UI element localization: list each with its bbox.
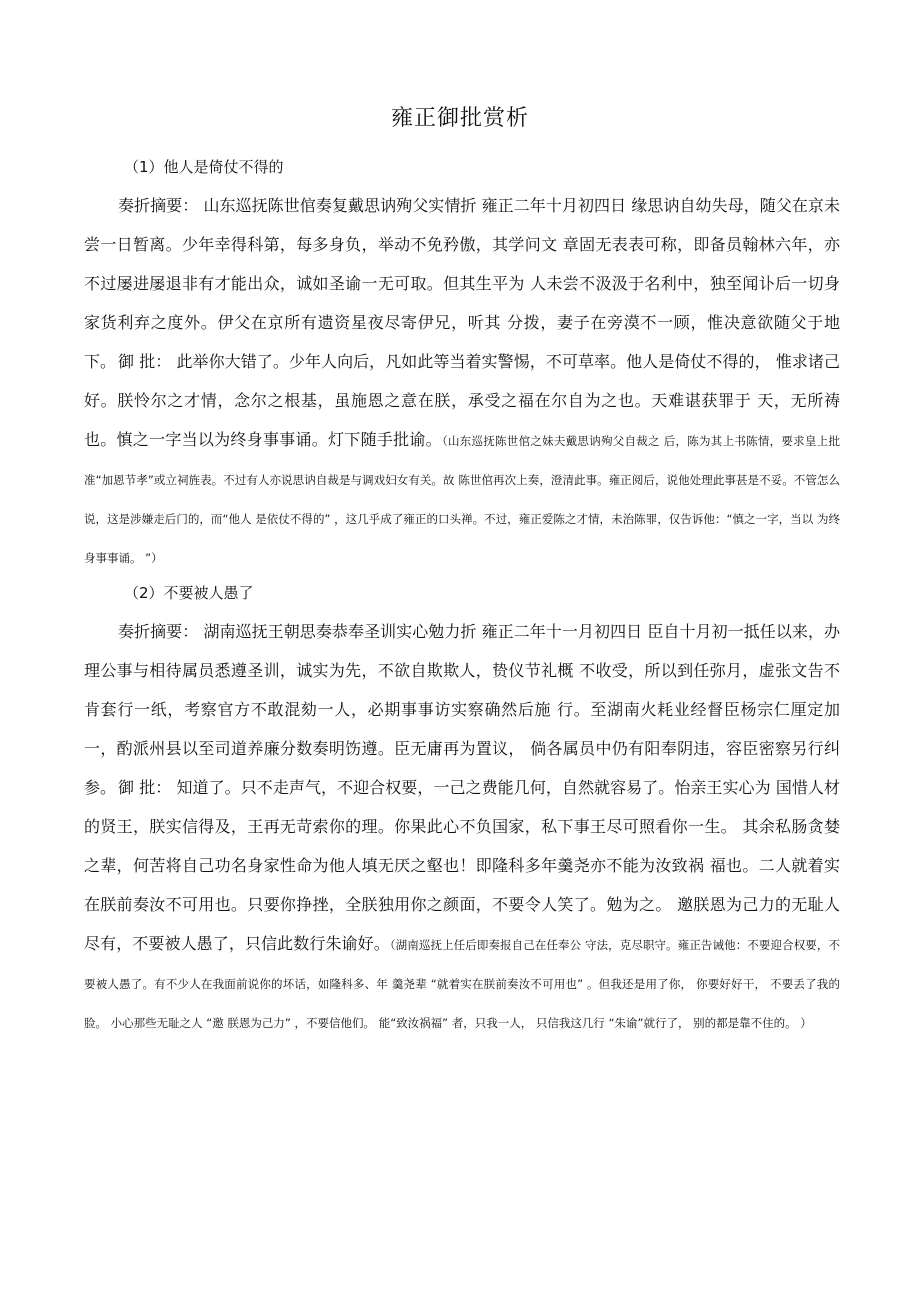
rescript-text-1: 御 批： 此举你大错了。少年人向后，凡如此等当着实警惕，不可草率。他人是倚仗不得的， 惟求诸己好。朕怜尔之才情，念尔之根基，虽施恩之意在朕，承受之福在尔自为之也。天难谌获罪于 天，无所祷也。慎之一字当以为终身事事诵。灯下随手批谕。	[84, 352, 840, 449]
memorial-paragraph-1: 奏折摘要： 山东巡抚陈世倌奏复戴思讷殉父实情折 雍正二年十月初四日 缘思讷自幼失母，随父在京未尝一日暂离。少年幸得科第，每多身负，举动不免矜傲，其学问文 章固无表表可称，即备员翰林六年，亦不过屡进屡退非有才能出众，诚如圣谕一无可取。但其生平为 人未尝不汲汲于名利中，独至闻讣后一切身家货利弃之度外。伊父在京所有遗资星夜尽寄伊兄，听其 分拨，妻子在旁漠不一顾，惟决意欲随父于地下。	[84, 196, 840, 371]
rescript-paragraph-1	[84, 342, 840, 576]
annotation-note-1: （山东巡抚陈世倌之妹夫戴思讷殉父自裁之 后，陈为其上书陈情，要求皇上批准“加恩节孝”或立祠旌表。不过有人亦说思讷自裁是与调戏妇女有关。故 陈世倌再次上奏，澄清此事。雍正阅后，说他处理此事甚是不妥。不管怎么说，这是涉嫌走后门的，而“他人 是依仗不得的” ，这几乎成了雍正的口头禅。不过，雍正爱陈之才情，未治陈罪，仅告诉他：“慎之一字，当以 为终身事事诵。 ”）	[84, 434, 840, 565]
rescript-paragraph-2	[84, 768, 840, 1041]
annotation-note-2: （湖南巡抚上任后即奏报自己在任奉公 守法，克尽职守。雍正告诫他：不要迎合权要，不要被人愚了。有不少人在我面前说你的坏话，如隆科多、年 羹尧辈 “就着实在朕前奏汝不可用也” 。但我还是用了你， 你要好好干， 不要丢了我的脸。 小心那些无耻之人 “邀 朕恩为己力” ，不要信他们。 能“致汝祸福” 者，只我一人， 只信我这几行 “朱谕”就行了， 别的都是靠不住的。 ）	[84, 938, 840, 1030]
page-title: 雍正御批赏析	[390, 106, 529, 131]
memorial-paragraph-2: 奏折摘要： 湖南巡抚王朝思奏恭奉圣训实心勉力折 雍正二年十一月初四日 臣自十月初一抵任以来，办理公事与相待属员悉遵圣训，诚实为先，不欲自欺欺人，贽仪节礼概 不收受，所以到任弥月，虚张文告不肯套行一纸，考察官方不敢混劾一人，必期事事访实察确然后施 行。至湖南火耗业经督臣杨宗仁厘定加一，酌派州县以至司道养廉分数奏明饬遵。臣无庸再为置议， 倘各属员中仍有阳奉阴违，容臣密察另行纠参。	[84, 622, 840, 797]
rescript-text-2: 御 批： 知道了。只不走声气，不迎合权要，一己之费能几何，自然就容易了。怡亲王实心为 国惜人材的贤王，朕实信得及，王再无苛索你的理。你果此心不负国家，私下事王尽可照看你一生。 其余私肠贪婪之辈，何苦将自己功名身家性命为他人填无厌之壑也！即隆科多年羹尧亦不能为汝致祸 福也。二人就着实在朕前奏汝不可用也。只要你挣挫，全朕独用你之颜面，不要令人笑了。勉为之。 邀朕恩为己力的无耻人尽有，不要被人愚了，只信此数行朱谕好。	[84, 778, 840, 953]
section-heading-2: （2）不要被人愚了	[124, 584, 254, 602]
section-heading-1: （1）他人是倚仗不得的	[124, 158, 284, 176]
